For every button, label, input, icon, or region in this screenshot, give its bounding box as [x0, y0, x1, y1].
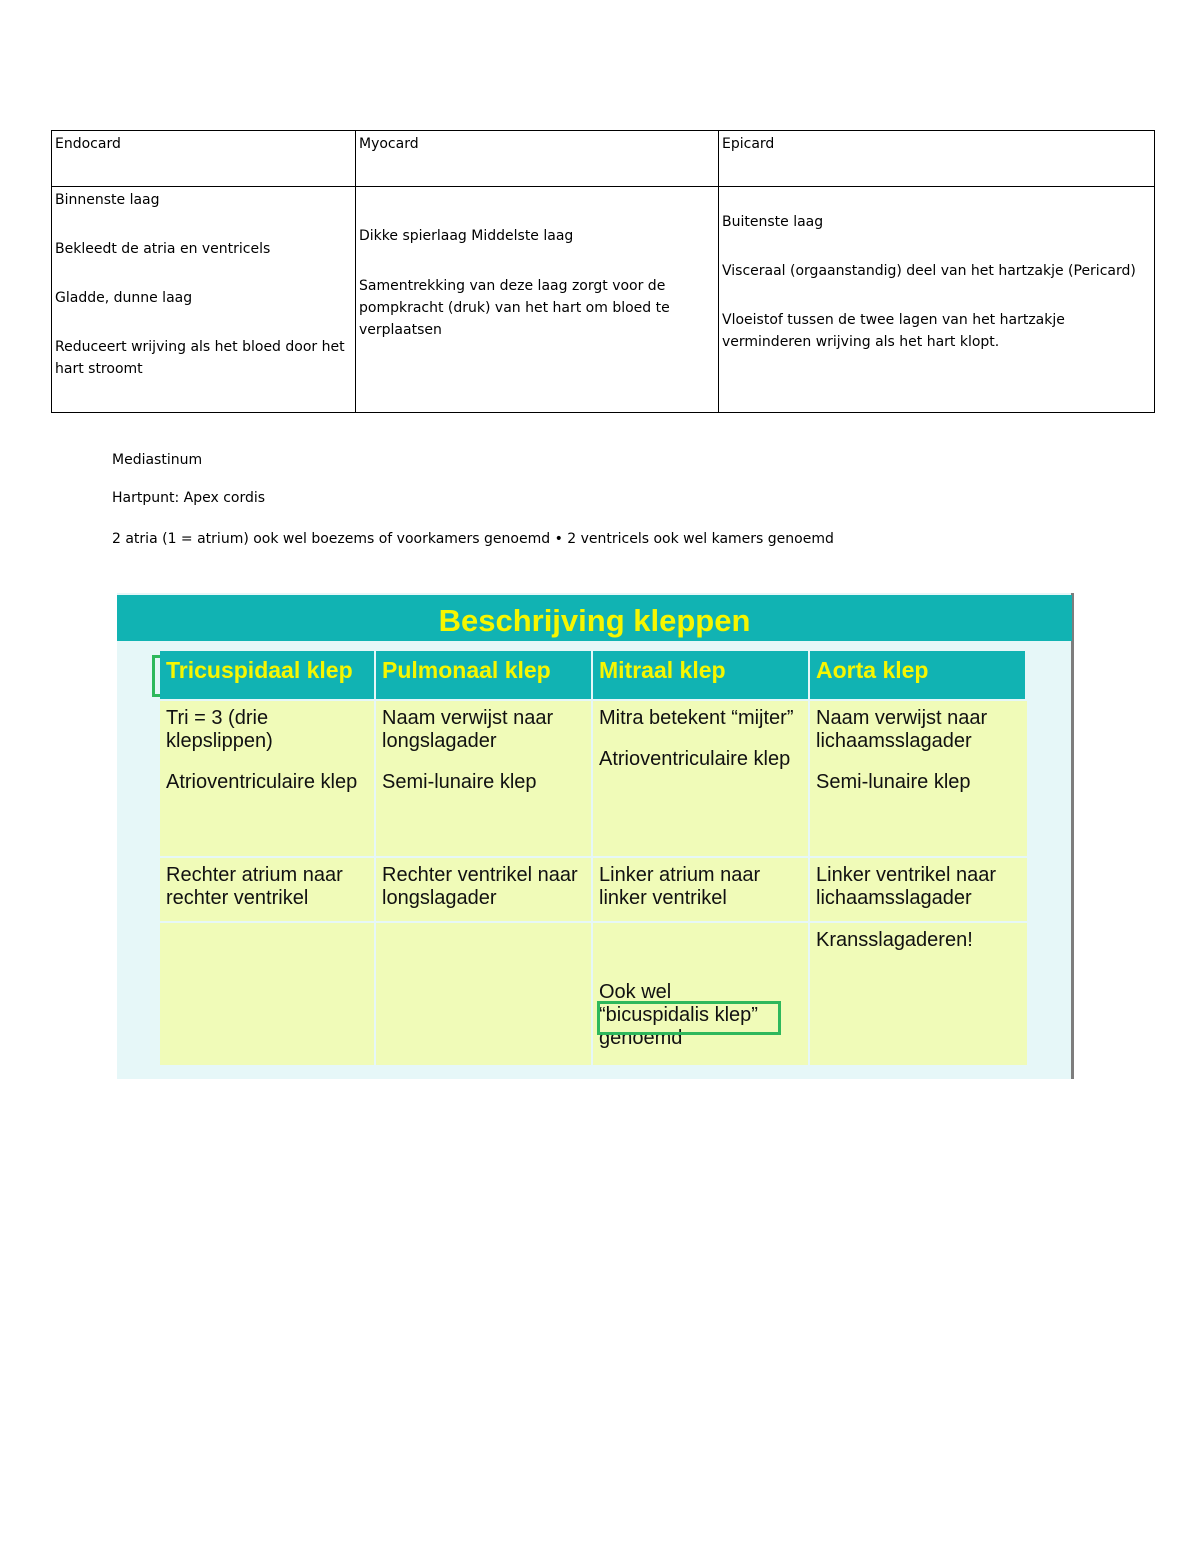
valves-slide [117, 593, 1074, 1079]
table-header-row [52, 131, 1155, 187]
note-line: “bicuspidalis klep” [599, 1004, 758, 1026]
cell-text: Naam verwijst naar longslagader [382, 707, 554, 752]
pulmonaal-extra [376, 921, 593, 1065]
epicard-cell [719, 187, 1155, 413]
paragraph-hartpunt: Hartpunt: Apex cordis [112, 490, 266, 506]
myocard-line: Dikke spierlaag Middelste laag [359, 228, 574, 244]
valve-header-tricuspidaal: Tricuspidaal klep [160, 651, 376, 699]
valve-header-aorta: Aorta klep [810, 651, 1027, 699]
heart-layers-table [51, 130, 1155, 413]
valve-header-mitraal: Mitraal klep [593, 651, 810, 699]
epicard-line: Vloeistof tussen de twee lagen van het hartzakje verminderen wrijving als het hart klopt. [722, 312, 1065, 350]
mitraal-description [593, 699, 810, 856]
endocard-line: Binnenste laag [55, 192, 160, 208]
myocard-cell [356, 187, 719, 413]
cell-text: Mitra betekent “mijter” [599, 707, 794, 729]
mitraal-extra [593, 921, 810, 1065]
header-endocard: Endocard [52, 131, 356, 187]
header-myocard: Myocard [356, 131, 719, 187]
cell-text: Semi-lunaire klep [382, 771, 537, 793]
pulmonaal-description [376, 699, 593, 856]
table-body-row [52, 187, 1155, 413]
endocard-line: Bekleedt de atria en ventricels [55, 241, 271, 257]
tricuspidaal-description [160, 699, 376, 856]
epicard-line: Buitenste laag [722, 214, 824, 230]
valves-grid [160, 651, 1027, 1065]
cell-text: Atrioventriculaire klep [599, 748, 791, 770]
valve-header-pulmonaal: Pulmonaal klep [376, 651, 593, 699]
epicard-line: Visceraal (orgaanstandig) deel van het hartzakje (Pericard) [722, 263, 1136, 279]
mitraal-flow: Linker atrium naar linker ventrikel [593, 856, 810, 921]
aorta-flow: Linker ventrikel naar lichaamsslagader [810, 856, 1027, 921]
endocard-cell [52, 187, 356, 413]
tricuspidaal-flow: Rechter atrium naar rechter ventrikel [160, 856, 376, 921]
cell-text: Tri = 3 (drie klepslippen) [166, 707, 273, 752]
myocard-line: Samentrekking van deze laag zorgt voor de pompkracht (druk) van het hart om bloed te verplaatsen [359, 278, 670, 338]
cell-text: Semi-lunaire klep [816, 771, 971, 793]
pulmonaal-flow: Rechter ventrikel naar longslagader [376, 856, 593, 921]
note-line: Ook wel [599, 981, 672, 1003]
paragraph-atria-ventricels: 2 atria (1 = atrium) ook wel boezems of voorkamers genoemd • 2 ventricels ook wel kamers genoemd [112, 531, 834, 547]
aorta-description [810, 699, 1027, 856]
cell-text: Atrioventriculaire klep [166, 771, 358, 793]
paragraph-mediastinum: Mediastinum [112, 452, 203, 468]
slide-title: Beschrijving kleppen [117, 595, 1072, 641]
aorta-extra: Kransslagaderen! [810, 921, 1027, 1065]
mitraal-note [599, 981, 799, 1050]
tricuspidaal-extra [160, 921, 376, 1065]
endocard-line: Reduceert wrijving als het bloed door het hart stroomt [55, 339, 345, 377]
header-epicard: Epicard [719, 131, 1155, 187]
endocard-line: Gladde, dunne laag [55, 290, 193, 306]
cell-text: Naam verwijst naar lichaamsslagader [816, 707, 988, 752]
note-line: genoemd [599, 1027, 683, 1049]
